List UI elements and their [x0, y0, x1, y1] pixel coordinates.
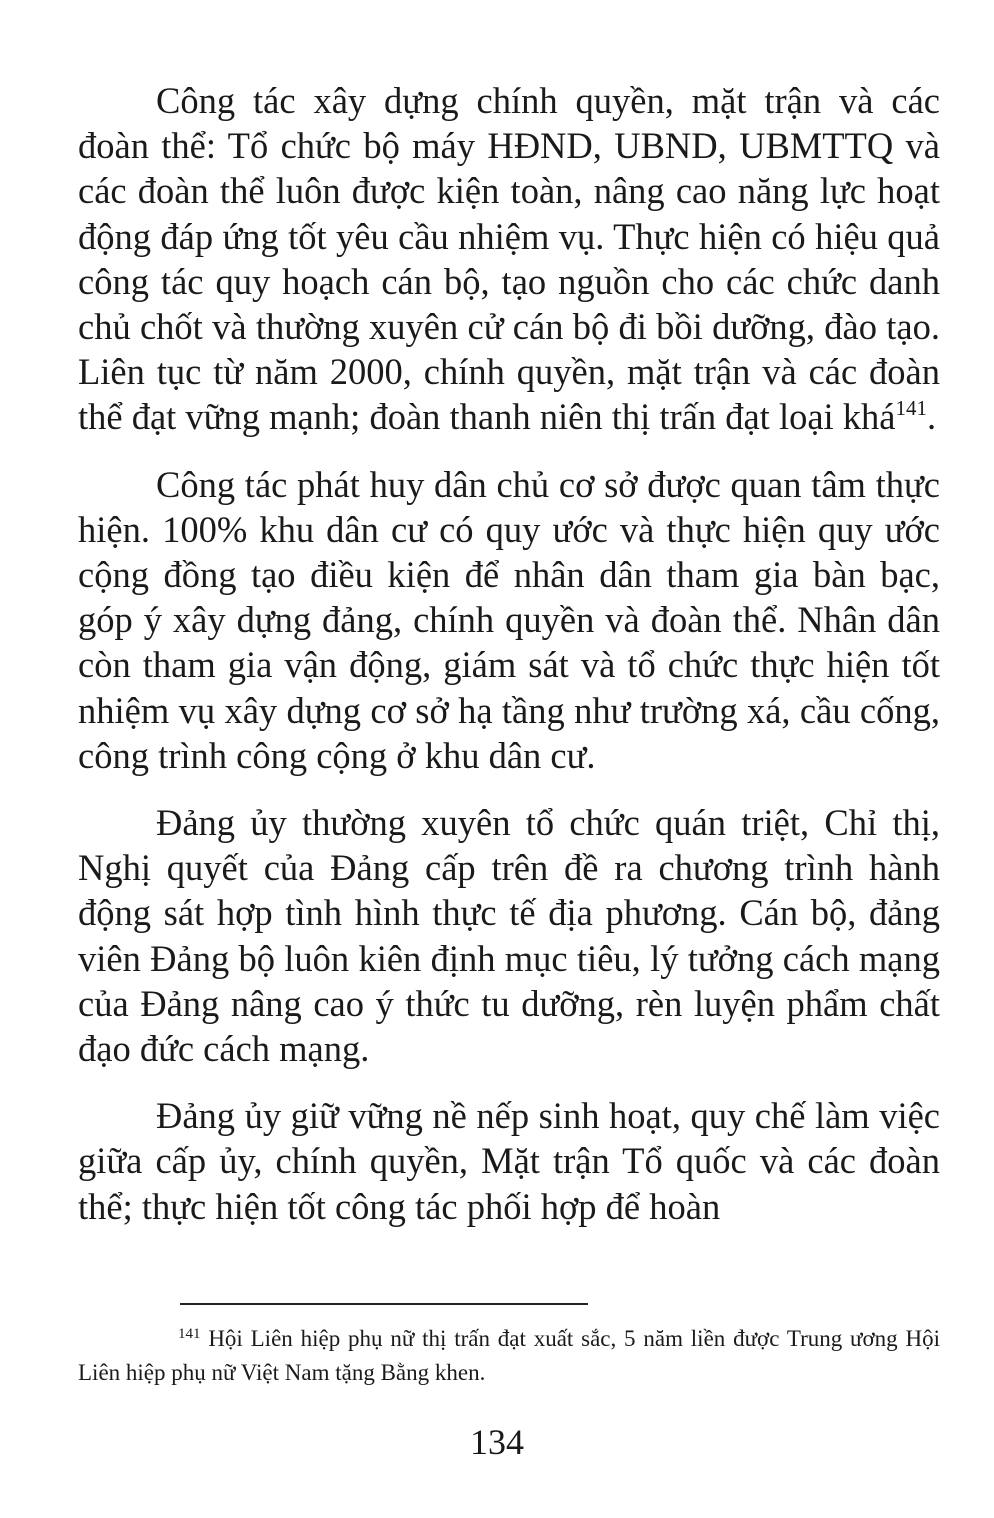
- page-number: 134: [470, 1422, 524, 1462]
- paragraph-text: Công tác phát huy dân chủ cơ sở được quan tâm thực hiện. 100% khu dân cư có quy ước và thực hiện quy ước cộng đồng tạo điều kiện để nhân dân tham gia bàn bạc, góp ý xây dựng đảng, chính quyền và đoàn thể. Nhân dân còn tham gia vận động, giám sát và tổ chức thực hiện tốt nhiệm vụ xây dựng cơ sở hạ tầng như trường xá, cầu cống, công trình công cộng ở khu dân cư.: [78, 463, 940, 776]
- paragraph-text: Đảng ủy thường xuyên tổ chức quán triệt, Chỉ thị, Nghị quyết của Đảng cấp trên đề ra chương trình hành động sát hợp tình hình thực tế địa phương. Cán bộ, đảng viên Đảng bộ luôn kiên định mục tiêu, lý tưởng cách mạng của Đảng nâng cao ý thức tu dưỡng, rèn luyện phẩm chất đạo đức cách mạng.: [78, 802, 940, 1070]
- paragraph-text: Công tác xây dựng chính quyền, mặt trận và các đoàn thể: Tổ chức bộ máy HĐND, UBND, UBMTTQ và các đoàn thể luôn được kiện toàn, nâng cao năng lực hoạt động đáp ứng tốt yêu cầu nhiệm vụ. Thực hiện có hiệu quả công tác quy hoạch cán bộ, tạo nguồn cho các chức danh chủ chốt và thường xuyên cử cán bộ đi bồi dưỡng, đào tạo. Liên tục từ năm 2000, chính quyền, mặt trận và các đoàn thể đạt vững mạnh; đoàn thanh niên thị trấn đạt loại khá: [78, 80, 940, 438]
- paragraph-party-committee-directives: [78, 800, 940, 1071]
- footnote-reference: 141: [895, 396, 928, 421]
- footnote-text: Hội Liên hiệp phụ nữ thị trấn đạt xuất sắc, 5 năm liền được Trung ương Hội Liên hiệp phụ nữ Việt Nam tặng Bằng khen.: [78, 1326, 940, 1385]
- paragraph-grassroots-democracy: [78, 462, 940, 778]
- paragraph-text: Đảng ủy giữ vững nề nếp sinh hoạt, quy chế làm việc giữa cấp ủy, chính quyền, Mặt trận Tổ quốc và các đoàn thể; thực hiện tốt công tác phối hợp để hoàn: [78, 1095, 940, 1227]
- page-body: [78, 78, 940, 1251]
- footnote-number: 141: [178, 1326, 201, 1342]
- footnote-divider: [180, 1303, 588, 1305]
- paragraph-party-committee-rules: [78, 1093, 940, 1229]
- paragraph-tail: .: [927, 396, 937, 438]
- footnote: [78, 1322, 940, 1390]
- paragraph-government-building: [78, 78, 940, 440]
